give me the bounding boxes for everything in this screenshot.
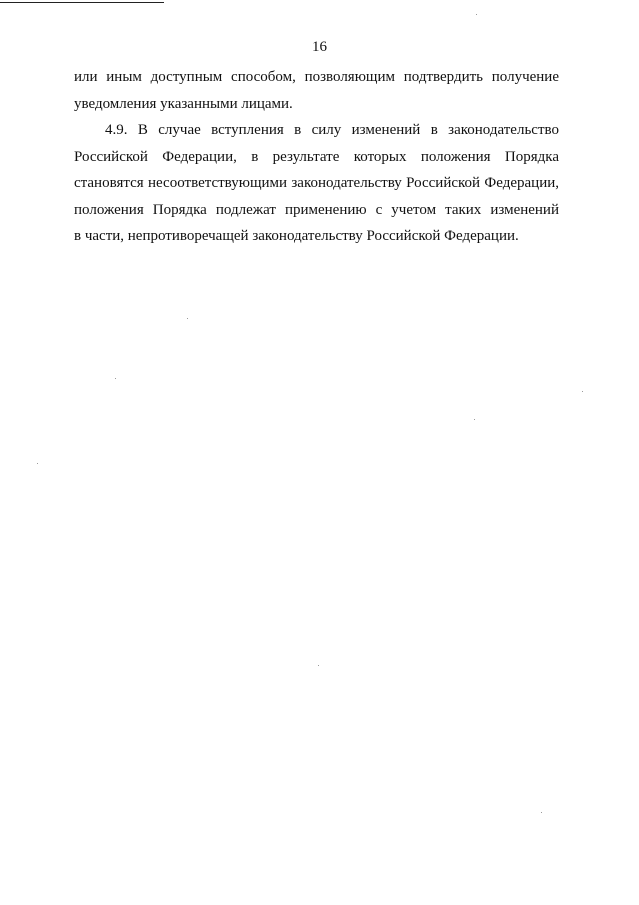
scan-speck: [476, 14, 477, 15]
text-line: становятся несоответствующими законодательству Российской Федерации,: [74, 175, 559, 191]
page-number: 16: [312, 39, 327, 55]
scan-speck: [474, 419, 475, 420]
text-line: положения Порядка подлежат применению с учетом таких изменений: [74, 201, 559, 218]
text-line: в части, непротиворечащей законодательству Российской Федерации.: [74, 228, 519, 244]
text-line: 4.9. В случае вступления в силу изменений в законодательство: [105, 122, 559, 138]
scan-speck: [115, 378, 116, 379]
paragraph-4-9: [74, 117, 559, 250]
scan-speck: [541, 812, 542, 813]
paragraph-continuation: [74, 64, 559, 117]
text-line: Российской Федерации, в результате которых положения Порядка: [74, 148, 559, 165]
scan-speck: [187, 318, 188, 319]
text-line: или иным доступным способом, позволяющим подтвердить получение: [74, 69, 559, 85]
text-line: уведомления указанными лицами.: [74, 95, 293, 112]
scan-speck: [318, 665, 319, 666]
top-rule: [0, 2, 164, 3]
scan-speck: [582, 391, 583, 392]
scan-speck: [37, 463, 38, 464]
page-body: [74, 64, 559, 250]
